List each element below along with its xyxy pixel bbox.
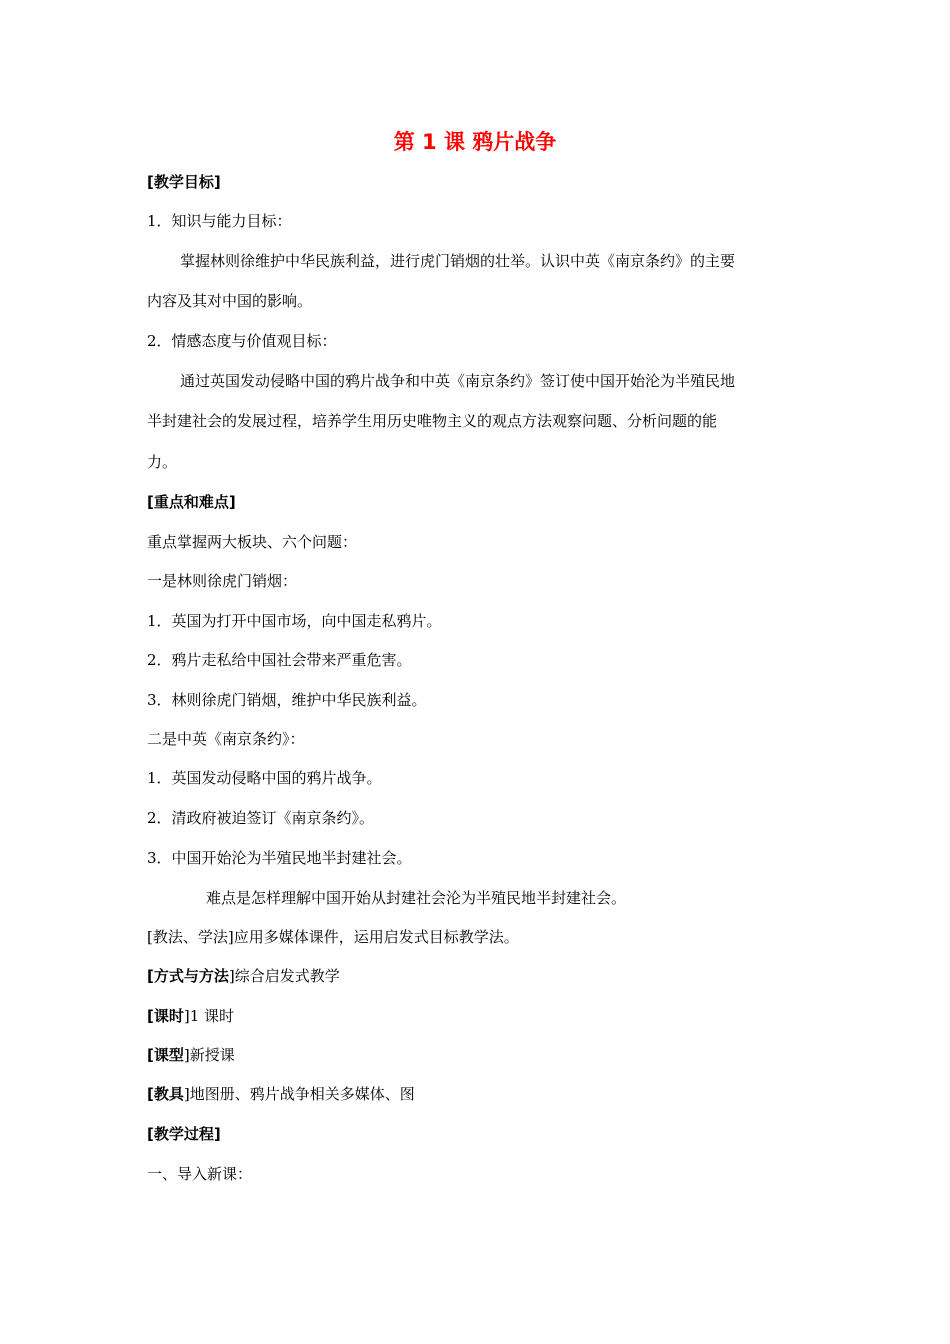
objective-1-text-cont: 内容及其对中国的影响。 bbox=[147, 292, 313, 310]
teaching-aids-value: ]地图册、鸦片战争相关多媒体、图 bbox=[183, 1085, 415, 1103]
objective-1-text: 掌握林则徐维护中华民族利益，进行虎门销烟的壮举。认识中英《南京条约》的主要 bbox=[180, 252, 736, 270]
block-1-item-3: 3．林则徐虎门销烟，维护中华民族利益。 bbox=[147, 691, 427, 709]
lesson-title: 第 1 课 鸦片战争 bbox=[393, 130, 557, 154]
block-2-item-1: 1．英国发动侵略中国的鸦片战争。 bbox=[147, 769, 382, 787]
class-hours-value: ]1 课时 bbox=[183, 1007, 235, 1025]
lesson-type-label: [课型 bbox=[147, 1046, 184, 1064]
key-points-intro: 重点掌握两大板块、六个问题： bbox=[147, 533, 358, 551]
class-hours-line bbox=[147, 1004, 234, 1028]
methods-label: [方式与方法 bbox=[147, 967, 229, 985]
methods-value: ]综合启发式教学 bbox=[228, 967, 340, 985]
lesson-type-value: ]新授课 bbox=[183, 1046, 235, 1064]
block-1-item-1: 1．英国为打开中国市场，向中国走私鸦片。 bbox=[147, 612, 442, 630]
section-heading-objectives: [教学目标] bbox=[147, 173, 221, 191]
teaching-methods-text: [教法、学法]应用多媒体课件，运用启发式目标教学法。 bbox=[147, 928, 519, 946]
difficulty-text: 难点是怎样理解中国开始从封建社会沦为半殖民地半封建社会。 bbox=[206, 889, 627, 907]
objective-2-heading: 2．情感态度与价值观目标： bbox=[147, 332, 337, 350]
teaching-aids-label: [教具 bbox=[147, 1085, 184, 1103]
block-1-heading: 一是林则徐虎门销烟： bbox=[147, 572, 298, 590]
block-2-heading: 二是中英《南京条约》： bbox=[147, 730, 305, 748]
section-heading-process: [教学过程] bbox=[147, 1125, 221, 1143]
objective-1-heading: 1．知识与能力目标： bbox=[147, 212, 292, 230]
lesson-type-line bbox=[147, 1043, 235, 1067]
block-1-item-2: 2．鸦片走私给中国社会带来严重危害。 bbox=[147, 651, 412, 669]
teaching-aids-line bbox=[147, 1082, 415, 1106]
class-hours-label: [课时 bbox=[147, 1007, 184, 1025]
process-step-1: 一、导入新课： bbox=[147, 1165, 253, 1183]
block-2-item-3: 3．中国开始沦为半殖民地半封建社会。 bbox=[147, 849, 412, 867]
objective-2-text-cont: 半封建社会的发展过程，培养学生用历史唯物主义的观点方法观察问题、分析问题的能 bbox=[147, 412, 718, 430]
objective-2-text-end: 力。 bbox=[147, 453, 178, 471]
block-2-item-2: 2．清政府被迫签订《南京条约》。 bbox=[147, 809, 375, 827]
section-heading-key-points: [重点和难点] bbox=[147, 493, 236, 511]
methods-line bbox=[147, 964, 340, 988]
objective-2-text: 通过英国发动侵略中国的鸦片战争和中英《南京条约》签订使中国开始沦为半殖民地 bbox=[180, 372, 736, 390]
